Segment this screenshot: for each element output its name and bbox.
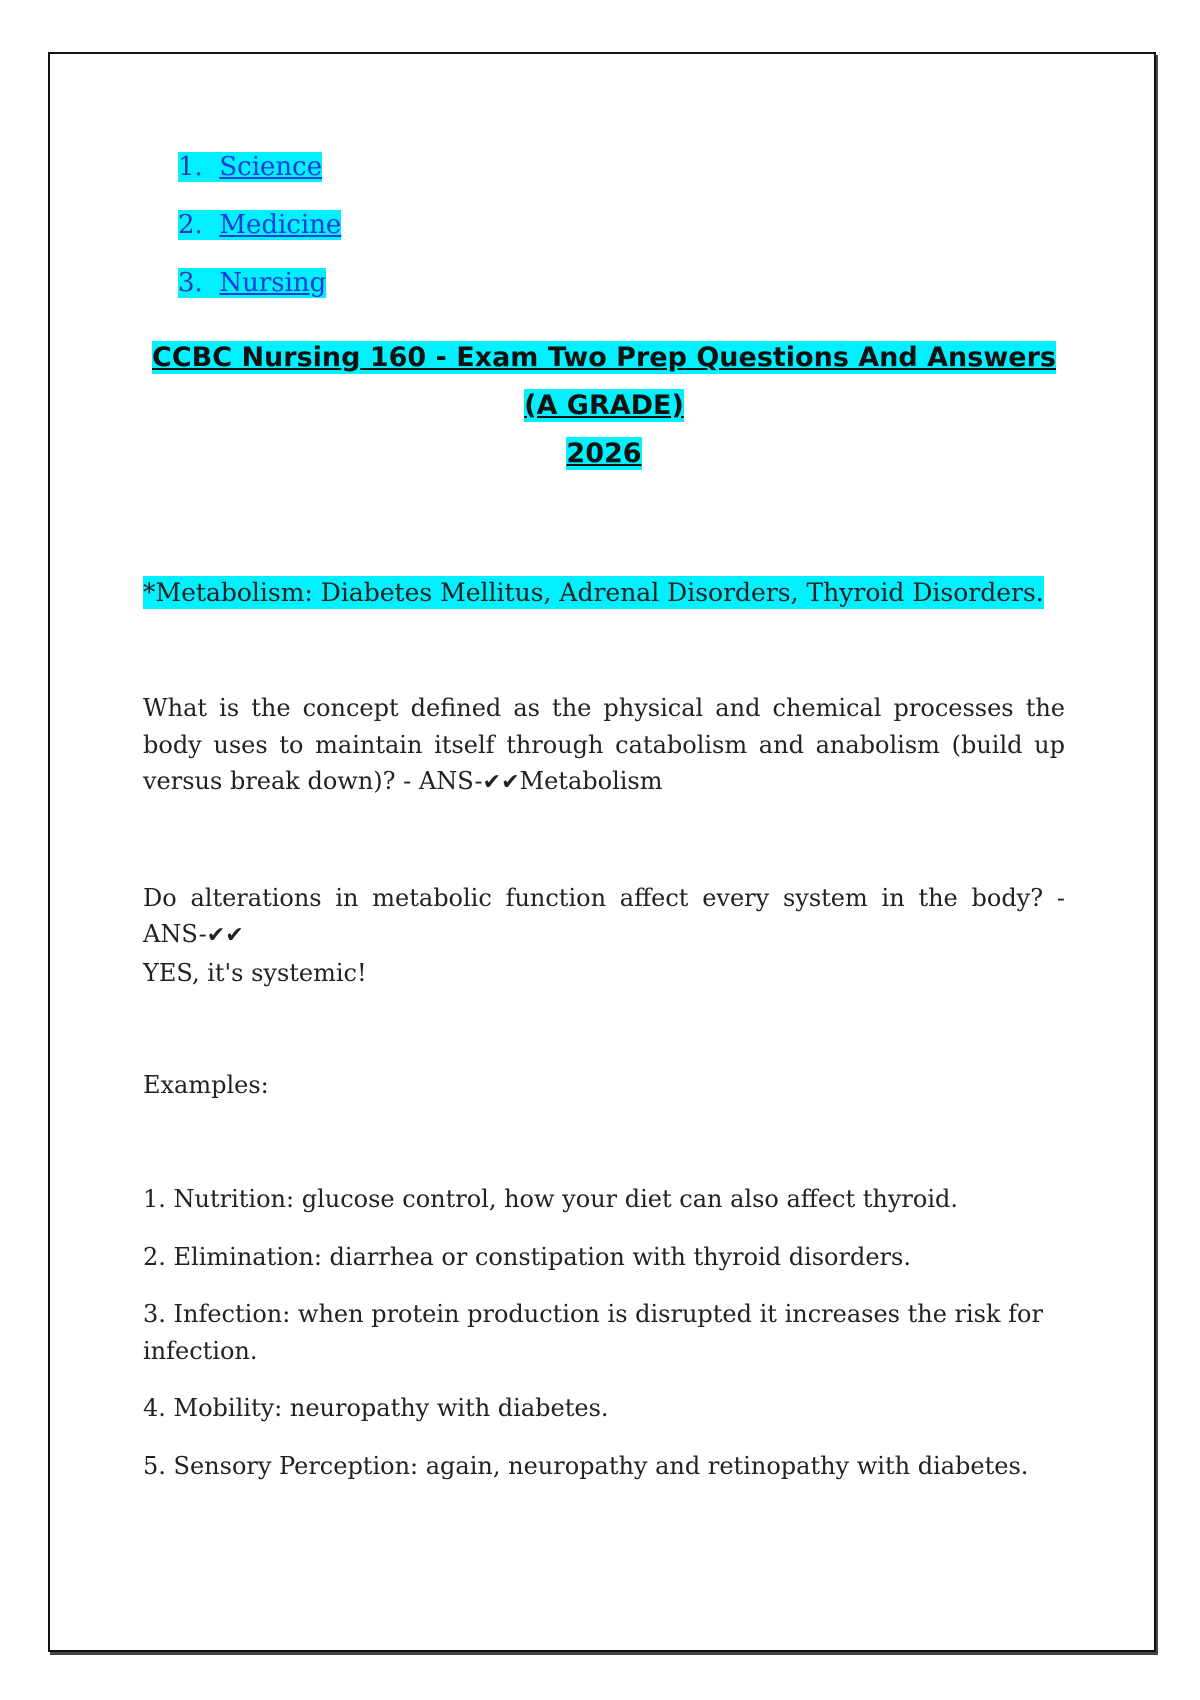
list-item: 2. Elimination: diarrhea or constipation with thyroid disorders.: [143, 1242, 911, 1271]
category-item-medicine: [178, 208, 1065, 266]
document-title-year: 2026: [566, 438, 642, 469]
section-heading: [143, 576, 1065, 610]
category-link-science[interactable]: Science: [219, 152, 323, 182]
category-number: 3.: [178, 268, 203, 298]
question-answer-1: [143, 690, 1065, 802]
list-item: 3. Infection: when protein production is disrupted it increases the risk for infection.: [143, 1300, 1043, 1365]
list-item: 5. Sensory Perception: again, neuropathy and retinopathy with diabetes.: [143, 1451, 1029, 1480]
list-item: 1. Nutrition: glucose control, how your diet can also affect thyroid.: [143, 1185, 959, 1213]
category-number: 1.: [178, 152, 203, 182]
check-mark-icon: ✔✔: [206, 923, 244, 948]
question-text: What is the concept defined as the physical and chemical processes the body uses to maintain itself through catabolism and anabolism (build up versus break down)? - ANS-: [143, 694, 1065, 795]
category-item-nursing: [178, 266, 1065, 324]
category-link-list: [178, 150, 1065, 324]
category-highlight: [178, 210, 341, 240]
category-item-science: [178, 150, 1065, 208]
category-number: 2.: [178, 210, 203, 240]
document-title: [143, 334, 1065, 478]
category-link-nursing[interactable]: Nursing: [219, 268, 327, 298]
answer-text: YES, it's systemic!: [143, 958, 367, 987]
check-mark-icon: ✔✔: [482, 770, 520, 795]
list-item: 4. Mobility: neuropathy with diabetes.: [143, 1394, 609, 1422]
examples-label: Examples:: [143, 1071, 269, 1099]
document-body: [143, 150, 1065, 1505]
category-highlight: [178, 268, 326, 298]
examples-list: [143, 1181, 1065, 1484]
document-title-line1: CCBC Nursing 160 - Exam Two Prep Questions And Answers (A GRADE): [152, 342, 1056, 421]
question-text: Do alterations in metabolic function affect every system in the body? - ANS-: [143, 883, 1065, 948]
question-answer-2: [143, 880, 1065, 992]
answer-text: Metabolism: [519, 767, 663, 795]
category-highlight: [178, 152, 322, 182]
section-heading-text: *Metabolism: Diabetes Mellitus, Adrenal Disorders, Thyroid Disorders.: [143, 578, 1044, 607]
category-link-medicine[interactable]: Medicine: [219, 210, 342, 240]
